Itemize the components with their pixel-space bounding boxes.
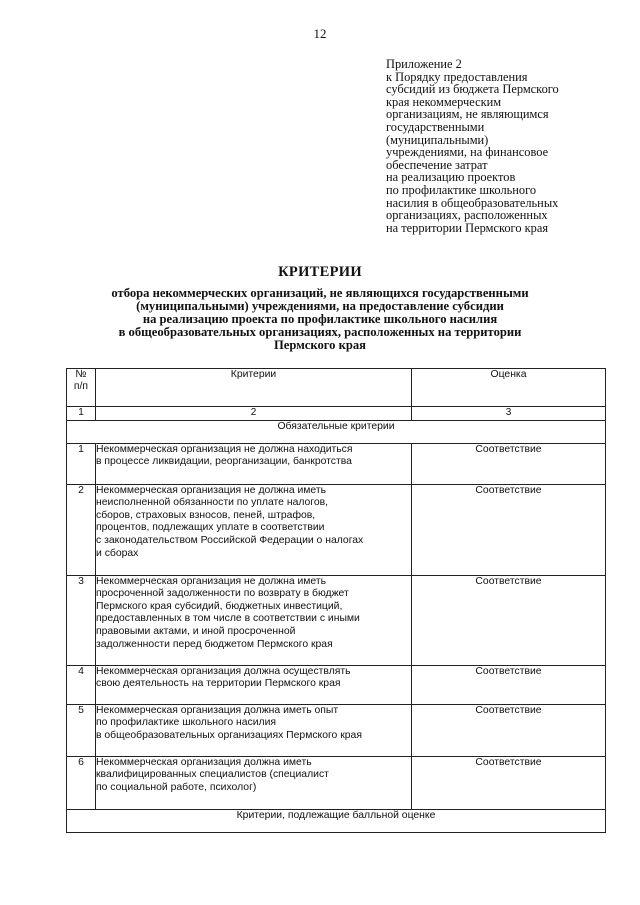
criterion-line: свою деятельность на территории Пермского края	[96, 678, 341, 690]
criterion-line: Некоммерческая организация не должна находиться	[96, 443, 353, 455]
appendix-line: края некоммерческим	[386, 94, 502, 109]
criterion-line: неисполненной обязанности по уплате налогов,	[96, 497, 329, 509]
column-index-cell: 1	[67, 407, 96, 421]
criterion-line: Некоммерческая организация должна иметь опыт	[96, 704, 339, 716]
document-title: КРИТЕРИИ	[278, 264, 362, 280]
row-score: Соответствие	[412, 756, 606, 809]
row-criterion	[96, 575, 412, 665]
criterion-line: квалифицированных специалистов (специалист	[96, 769, 329, 781]
appendix-line: государственными	[386, 119, 485, 134]
row-number: 4	[67, 665, 96, 704]
subtitle-line: Пермского края	[274, 338, 366, 352]
row-criterion	[96, 443, 412, 484]
row-score: Соответствие	[412, 443, 606, 484]
appendix-line: Приложение 2	[386, 57, 462, 71]
row-criterion	[96, 756, 412, 809]
criterion-line: и сборах	[96, 547, 139, 559]
appendix-line: субсидий из бюджета Пермского	[386, 82, 559, 97]
section-row-mandatory	[67, 420, 606, 443]
table-row	[67, 575, 606, 665]
table-row	[67, 484, 606, 575]
row-score: Соответствие	[412, 575, 606, 665]
criterion-line: процентов, подлежащих уплате в соответствии	[96, 522, 325, 534]
row-number: 6	[67, 756, 96, 809]
row-criterion	[96, 665, 412, 704]
appendix-line: насилия в общеобразовательных	[386, 195, 559, 210]
criterion-line: задолженности перед бюджетом Пермского края	[96, 638, 333, 650]
criterion-line: сборов, страховых взносов, пеней, штрафов,	[96, 509, 316, 521]
page-number: 12	[313, 26, 327, 41]
appendix-line: организациях, расположенных	[386, 208, 548, 223]
column-index-cell: 3	[412, 407, 606, 421]
criterion-line: в процессе ликвидации, реорганизации, банкротства	[96, 456, 352, 468]
appendix-line: (муниципальными)	[386, 132, 489, 147]
row-number: 3	[67, 575, 96, 665]
header-score-cell: Оценка	[412, 369, 606, 407]
appendix-line: на реализацию проектов	[386, 170, 516, 185]
table-row	[67, 665, 606, 704]
row-score: Соответствие	[412, 484, 606, 575]
section-row-scored	[67, 809, 606, 832]
row-criterion	[96, 704, 412, 756]
criterion-line: Некоммерческая организация должна иметь	[96, 756, 312, 768]
criterion-line: правовыми актами, и иной просроченной	[96, 625, 296, 637]
criterion-line: Некоммерческая организация должна осуществлять	[96, 665, 351, 677]
document-subtitle	[0, 287, 640, 352]
column-index-row	[67, 407, 606, 421]
table-row	[67, 443, 606, 484]
criterion-line: по социальной работе, психолог)	[96, 781, 257, 793]
table-row	[67, 756, 606, 809]
header-number-abbr: п/п	[73, 380, 89, 392]
criterion-line: в общеобразовательных организациях Пермского края	[96, 729, 362, 741]
row-score: Соответствие	[412, 704, 606, 756]
criterion-line: по профилактике школьного насилия	[96, 717, 277, 729]
row-number: 5	[67, 704, 96, 756]
row-number: 1	[67, 443, 96, 484]
header-criteria-cell: Критерии	[96, 369, 412, 407]
criterion-line: Пермского края субсидий, бюджетных инвестиций,	[96, 600, 343, 612]
column-index-cell: 2	[96, 407, 412, 421]
criterion-line: Некоммерческая организация не должна иметь	[96, 484, 327, 496]
table-row	[67, 704, 606, 756]
row-score: Соответствие	[412, 665, 606, 704]
section-title: Критерии, подлежащие балльной оценке	[67, 809, 606, 832]
criterion-line: предоставленных в том числе в соответствии с иными	[96, 613, 360, 625]
criterion-line: с законодательством Российской Федерации о налогах	[96, 534, 364, 546]
section-title: Обязательные критерии	[67, 420, 606, 443]
subtitle-line: в общеобразовательных организациях, расположенных на территории	[118, 325, 522, 339]
appendix-line: учреждениями, на финансовое	[386, 145, 549, 160]
row-number: 2	[67, 484, 96, 575]
table-header-row	[67, 369, 606, 407]
criterion-line: Некоммерческая организация не должна иметь	[96, 575, 327, 587]
appendix-line: организациям, не являющимся	[386, 107, 549, 122]
appendix-line: к Порядку предоставления	[386, 69, 528, 84]
criteria-table	[66, 368, 606, 833]
subtitle-line: на реализацию проекта по профилактике школьного насилия	[142, 312, 498, 326]
subtitle-line: отбора некоммерческих организаций, не являющихся государственными	[111, 286, 529, 300]
header-number-sign: №	[75, 369, 87, 380]
subtitle-line: (муниципальными) учреждениями, на предоставление субсидии	[136, 299, 504, 313]
appendix-line: обеспечение затрат	[386, 157, 488, 172]
appendix-block	[386, 58, 626, 234]
appendix-line: по профилактике школьного	[386, 182, 537, 197]
header-number-cell	[67, 369, 96, 407]
appendix-line: на территории Пермского края	[386, 220, 549, 235]
criterion-line: просроченной задолженности по возврату в бюджет	[96, 588, 349, 600]
row-criterion	[96, 484, 412, 575]
